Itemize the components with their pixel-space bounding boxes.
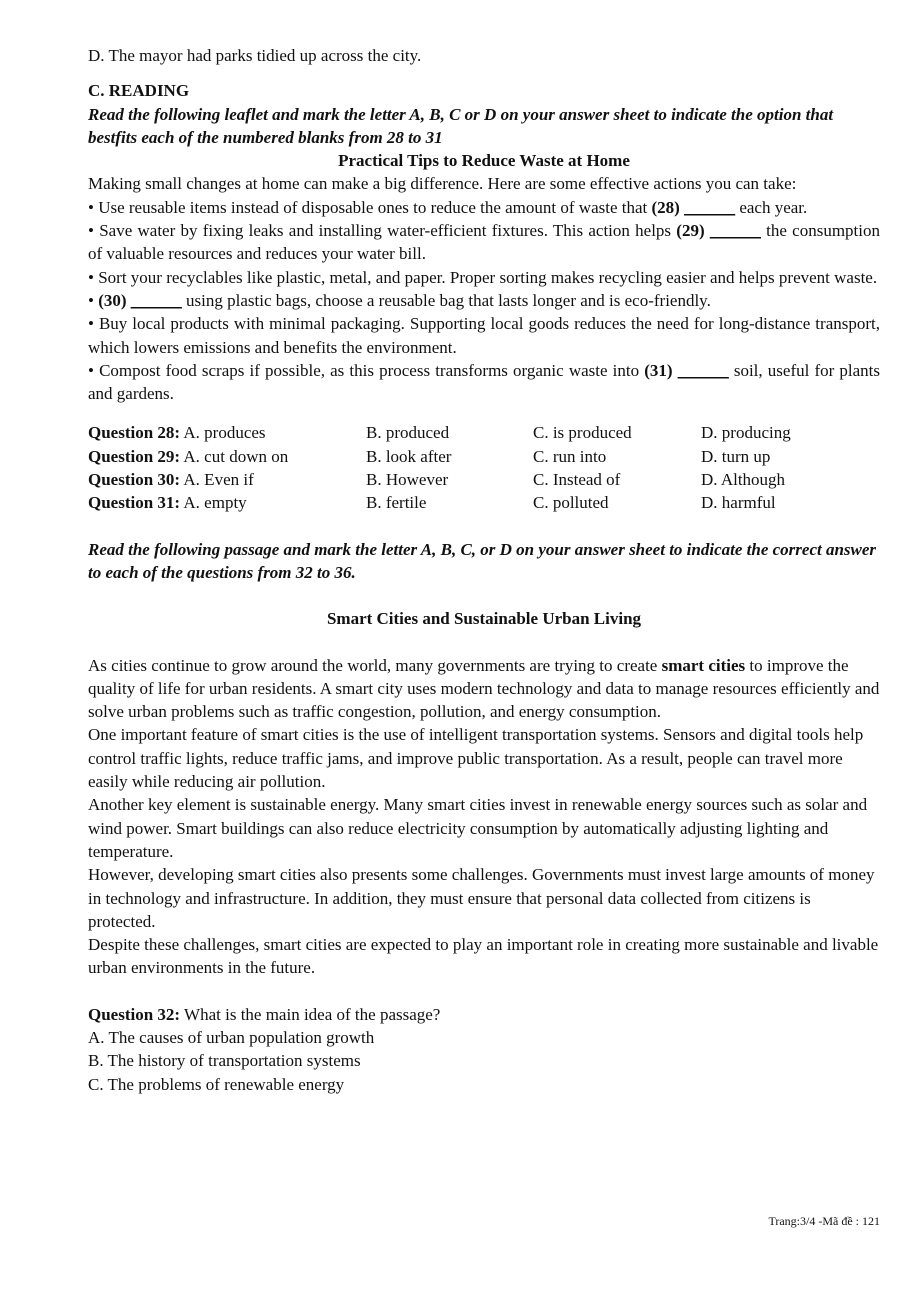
passage-paragraph-1 — [88, 654, 880, 724]
question-30-option-b: B. However — [366, 470, 449, 490]
question-30-option-d: D. Although — [701, 470, 786, 490]
tip-31 — [88, 359, 880, 406]
tip-recycle: • Sort your recyclables like plastic, metal, and paper. Proper sorting makes recycling easier and helps prevent waste. — [88, 267, 878, 287]
option-a: A. produces — [180, 423, 266, 443]
question-31-option-b: B. fertile — [366, 493, 427, 513]
tip-text: the consumption of valuable resources and reduces your water bill. — [88, 221, 880, 264]
question-32-option-a: A. The causes of urban population growth — [88, 1027, 375, 1047]
question-28-option-a — [88, 421, 366, 444]
passage-paragraph-2: One important feature of smart cities is the use of intelligent transportation systems. Sensors and digital tools help control traffic lights, reduce traffic jams, and improve public transportation. As a result, people can travel more easily while reducing air pollution. — [88, 725, 864, 792]
question-32 — [88, 1003, 880, 1026]
tip-text: • Use reusable items instead of disposable ones to reduce the amount of waste that — [88, 197, 652, 217]
page-footer: Trang:3/4 -Mã đề : 121 — [768, 1214, 880, 1228]
question-row-30 — [88, 468, 880, 491]
leaflet-title: Practical Tips to Reduce Waste at Home — [338, 151, 630, 171]
passage-paragraph-5: Despite these challenges, smart cities are expected to play an important role in creating more sustainable and livable urban environments in the future. — [88, 935, 879, 978]
blank-number-28: (28) — [651, 197, 680, 217]
question-30-option-a — [88, 468, 366, 491]
blank-29: ______ — [709, 221, 761, 241]
blank-number-30: (30) — [98, 290, 127, 310]
passage-paragraph-4: However, developing smart cities also presents some challenges. Governments must invest large amounts of money in technology and infrastructure. In addition, they must ensure that personal data collected from citizens is protected. — [88, 865, 875, 931]
question-30-option-c: C. Instead of — [533, 470, 621, 490]
question-label: Question 31: — [88, 493, 181, 513]
tip-28 — [88, 196, 880, 219]
previous-option-d: D. The mayor had parks tidied up across the city. — [88, 46, 422, 65]
tip-text: • Compost food scraps if possible, as this process transforms organic waste into — [88, 360, 645, 380]
question-32-option-b: B. The history of transportation systems — [88, 1051, 361, 1071]
blank-number-31: (31) — [644, 360, 673, 380]
exam-page — [88, 44, 880, 1096]
leaflet-intro: Making small changes at home can make a big difference. Here are some effective actions you can take: — [88, 174, 797, 194]
blank-number-29: (29) — [676, 221, 705, 241]
passage-title: Smart Cities and Sustainable Urban Living — [326, 609, 642, 629]
question-text: What is the main idea of the passage? — [180, 1004, 441, 1024]
section-heading: C. READING — [88, 81, 190, 101]
tip-29 — [88, 219, 880, 266]
blank-30: ______ — [130, 290, 182, 310]
blank-28: ______ — [684, 197, 736, 217]
option-a: A. cut down on — [180, 446, 289, 466]
question-31-option-c: C. polluted — [533, 493, 609, 513]
question-label: Question 28: — [88, 423, 181, 443]
question-28-option-c: C. is produced — [533, 423, 632, 443]
bullet: • — [88, 290, 99, 310]
question-29-option-d: D. turn up — [701, 446, 771, 466]
question-31-option-d: D. harmful — [701, 493, 776, 513]
tip-text: each year. — [735, 197, 808, 217]
tip-text: using plastic bags, choose a reusable bag that lasts longer and is eco-friendly. — [181, 290, 711, 310]
question-label: Question 29: — [88, 446, 181, 466]
keyword-smart-cities: smart cities — [661, 655, 746, 675]
question-29-option-c: C. run into — [533, 446, 607, 466]
question-29-option-b: B. look after — [366, 446, 452, 466]
question-row-28 — [88, 421, 880, 444]
passage-text: to improve the quality of life for urban residents. A smart city uses modern technology and data to manage resources efficiently and solve urban problems such as traffic congestion, pollution, and energy consumption. — [88, 655, 880, 722]
question-label: Question 32: — [88, 1004, 181, 1024]
question-row-31 — [88, 491, 880, 514]
blank-31: ______ — [677, 360, 729, 380]
question-28-option-b: B. produced — [366, 423, 450, 443]
question-29-option-a — [88, 445, 366, 468]
tip-text: • Save water by fixing leaks and installing water-efficient fixtures. This action helps — [88, 221, 677, 241]
question-28-option-d: D. producing — [701, 423, 791, 443]
tip-text: soil, useful for plants and gardens. — [88, 360, 881, 404]
tip-30 — [88, 289, 880, 312]
passage-text: As cities continue to grow around the world, many governments are trying to create — [88, 655, 662, 675]
question-label: Question 30: — [88, 470, 181, 490]
passage-instruction: Read the following passage and mark the letter A, B, C, or D on your answer sheet to indicate the correct answer to each of the questions from 32 to 36. — [88, 539, 877, 582]
question-31-option-a — [88, 491, 366, 514]
passage-paragraph-3: Another key element is sustainable energy. Many smart cities invest in renewable energy sources such as solar and wind power. Smart buildings can also reduce electricity consumption by automatically adjusting lighting and temperature. — [88, 795, 868, 861]
question-32-option-c: C. The problems of renewable energy — [88, 1074, 345, 1094]
leaflet-instruction: Read the following leaflet and mark the letter A, B, C or D on your answer sheet to indicate the option that bestfits each of the numbered blanks from 28 to 31 — [88, 104, 834, 147]
option-a: A. empty — [180, 493, 247, 513]
questions-28-31-table — [88, 421, 880, 514]
tip-local: • Buy local products with minimal packaging. Supporting local goods reduces the need for long-distance transport, which lowers emissions and benefits the environment. — [88, 314, 880, 357]
option-a: A. Even if — [180, 470, 254, 490]
question-row-29 — [88, 445, 880, 468]
